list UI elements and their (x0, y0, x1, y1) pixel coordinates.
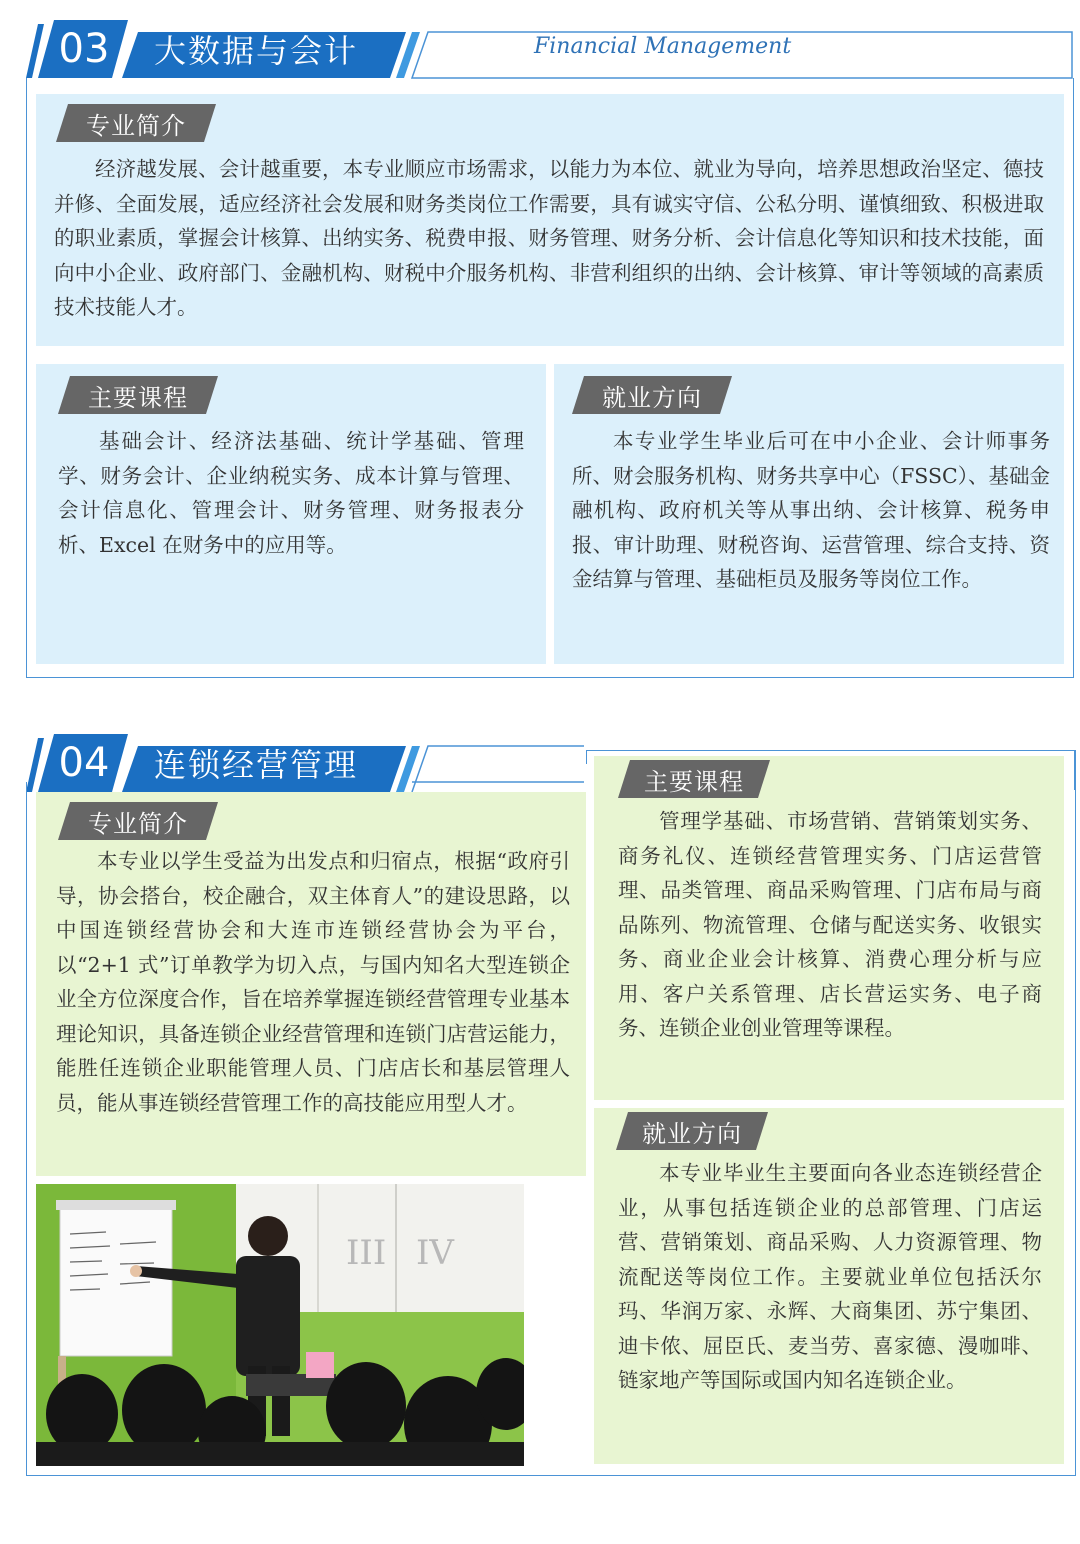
courses-label: 主要课程 (644, 767, 744, 796)
board-numeral-3: III (346, 1233, 387, 1273)
courses-label-tag (58, 376, 218, 414)
careers-label-tag (616, 1112, 768, 1150)
section-number: 04 (58, 740, 110, 786)
classroom-photo (36, 1184, 524, 1466)
section-04-intro-panel (36, 792, 586, 1176)
section-04-courses-panel (594, 756, 1064, 1100)
careers-text: 本专业学生毕业后可在中小企业、会计师事务所、财会服务机构、财务共享中心（FSSC）、基础金融机构、政府机关等从事出纳、会计核算、税务申报、审计助理、财税咨询、运营管理、综合支持、资金结算与管理、基础柜员及服务等岗位工作。 (572, 429, 1050, 591)
section-title: 连锁经营管理 (154, 746, 359, 784)
courses-text: 基础会计、经济法基础、统计学基础、管理学、财务会计、企业纳税实务、成本计算与管理、会计信息化、管理会计、财务管理、财务报表分析、Excel 在财务中的应用等。 (58, 429, 524, 557)
courses-label: 主要课程 (88, 383, 188, 412)
section-03-careers-panel (554, 364, 1064, 664)
intro-label-tag (56, 104, 216, 142)
intro-label-tag (58, 802, 218, 840)
courses-text: 管理学基础、市场营销、营销策划实务、商务礼仪、连锁经营管理实务、门店运营管理、品类管理、商品采购管理、门店布局与商品陈列、物流管理、仓储与配送实务、收银实务、商业企业会计核算、消费心理分析与应用、客户关系管理、店长营运实务、电子商务、连锁企业创业管理等课程。 (618, 809, 1042, 1040)
section-subtitle-en: Financial Management (534, 34, 792, 59)
intro-label: 专业简介 (86, 111, 186, 140)
section-title: 大数据与会计 (154, 32, 359, 70)
courses-label-tag (618, 760, 770, 798)
section-03-intro-panel (36, 94, 1064, 346)
intro-text: 本专业以学生受益为出发点和归宿点，根据“政府引导，协会搭台，校企融合，双主体育人”的建设思路，以中国连锁经营协会和大连市连锁经营协会为平台，以“2+1 式”订单教学为切入点，与国内知名大型连锁企业全方位深度合作，旨在培养掌握连锁经营管理专业基本理论知识，具备连锁企业经营管理和连锁门店营运能力，能胜任连锁企业职能管理人员、门店店长和基层管理人员，能从事连锁经营管理工作的高技能应用型人才。 (56, 849, 570, 1115)
section-number: 03 (58, 26, 110, 72)
section-03-header (24, 18, 1076, 80)
classroom-photo-illustration (36, 1184, 524, 1466)
section-04-frame-right (1074, 750, 1076, 790)
intro-label: 专业简介 (88, 809, 188, 838)
intro-text: 经济越发展、会计越重要，本专业顺应市场需求，以能力为本位、就业为导向，培养思想政治坚定、德技并修、全面发展，适应经济社会发展和财务类岗位工作需要，具有诚实守信、公私分明、谨慎细致、积极进取的职业素质，掌握会计核算、出纳实务、税费申报、财务管理、财务分析、会计信息化等知识和技术技能，面向中小企业、政府部门、金融机构、财税中介服务机构、非营利组织的出纳、会计核算、审计等领域的高素质技术技能人才。 (54, 157, 1044, 319)
board-numeral-4: IV (416, 1233, 454, 1273)
careers-label: 就业方向 (602, 383, 702, 412)
careers-label: 就业方向 (642, 1119, 742, 1148)
section-03-courses-panel (36, 364, 546, 664)
careers-text: 本专业毕业生主要面向各业态连锁经营企业，从事包括连锁企业的总部管理、门店运营、营销策划、商品采购、人力资源管理、物流配送等岗位工作。主要就业单位包括沃尔玛、华润万家、永辉、大商集团、苏宁集团、迪卡侬、屈臣氏、麦当劳、喜家德、漫咖啡、链家地产等国际或国内知名连锁企业。 (618, 1161, 1042, 1392)
careers-label-tag (572, 376, 732, 414)
section-04-careers-panel (594, 1108, 1064, 1464)
